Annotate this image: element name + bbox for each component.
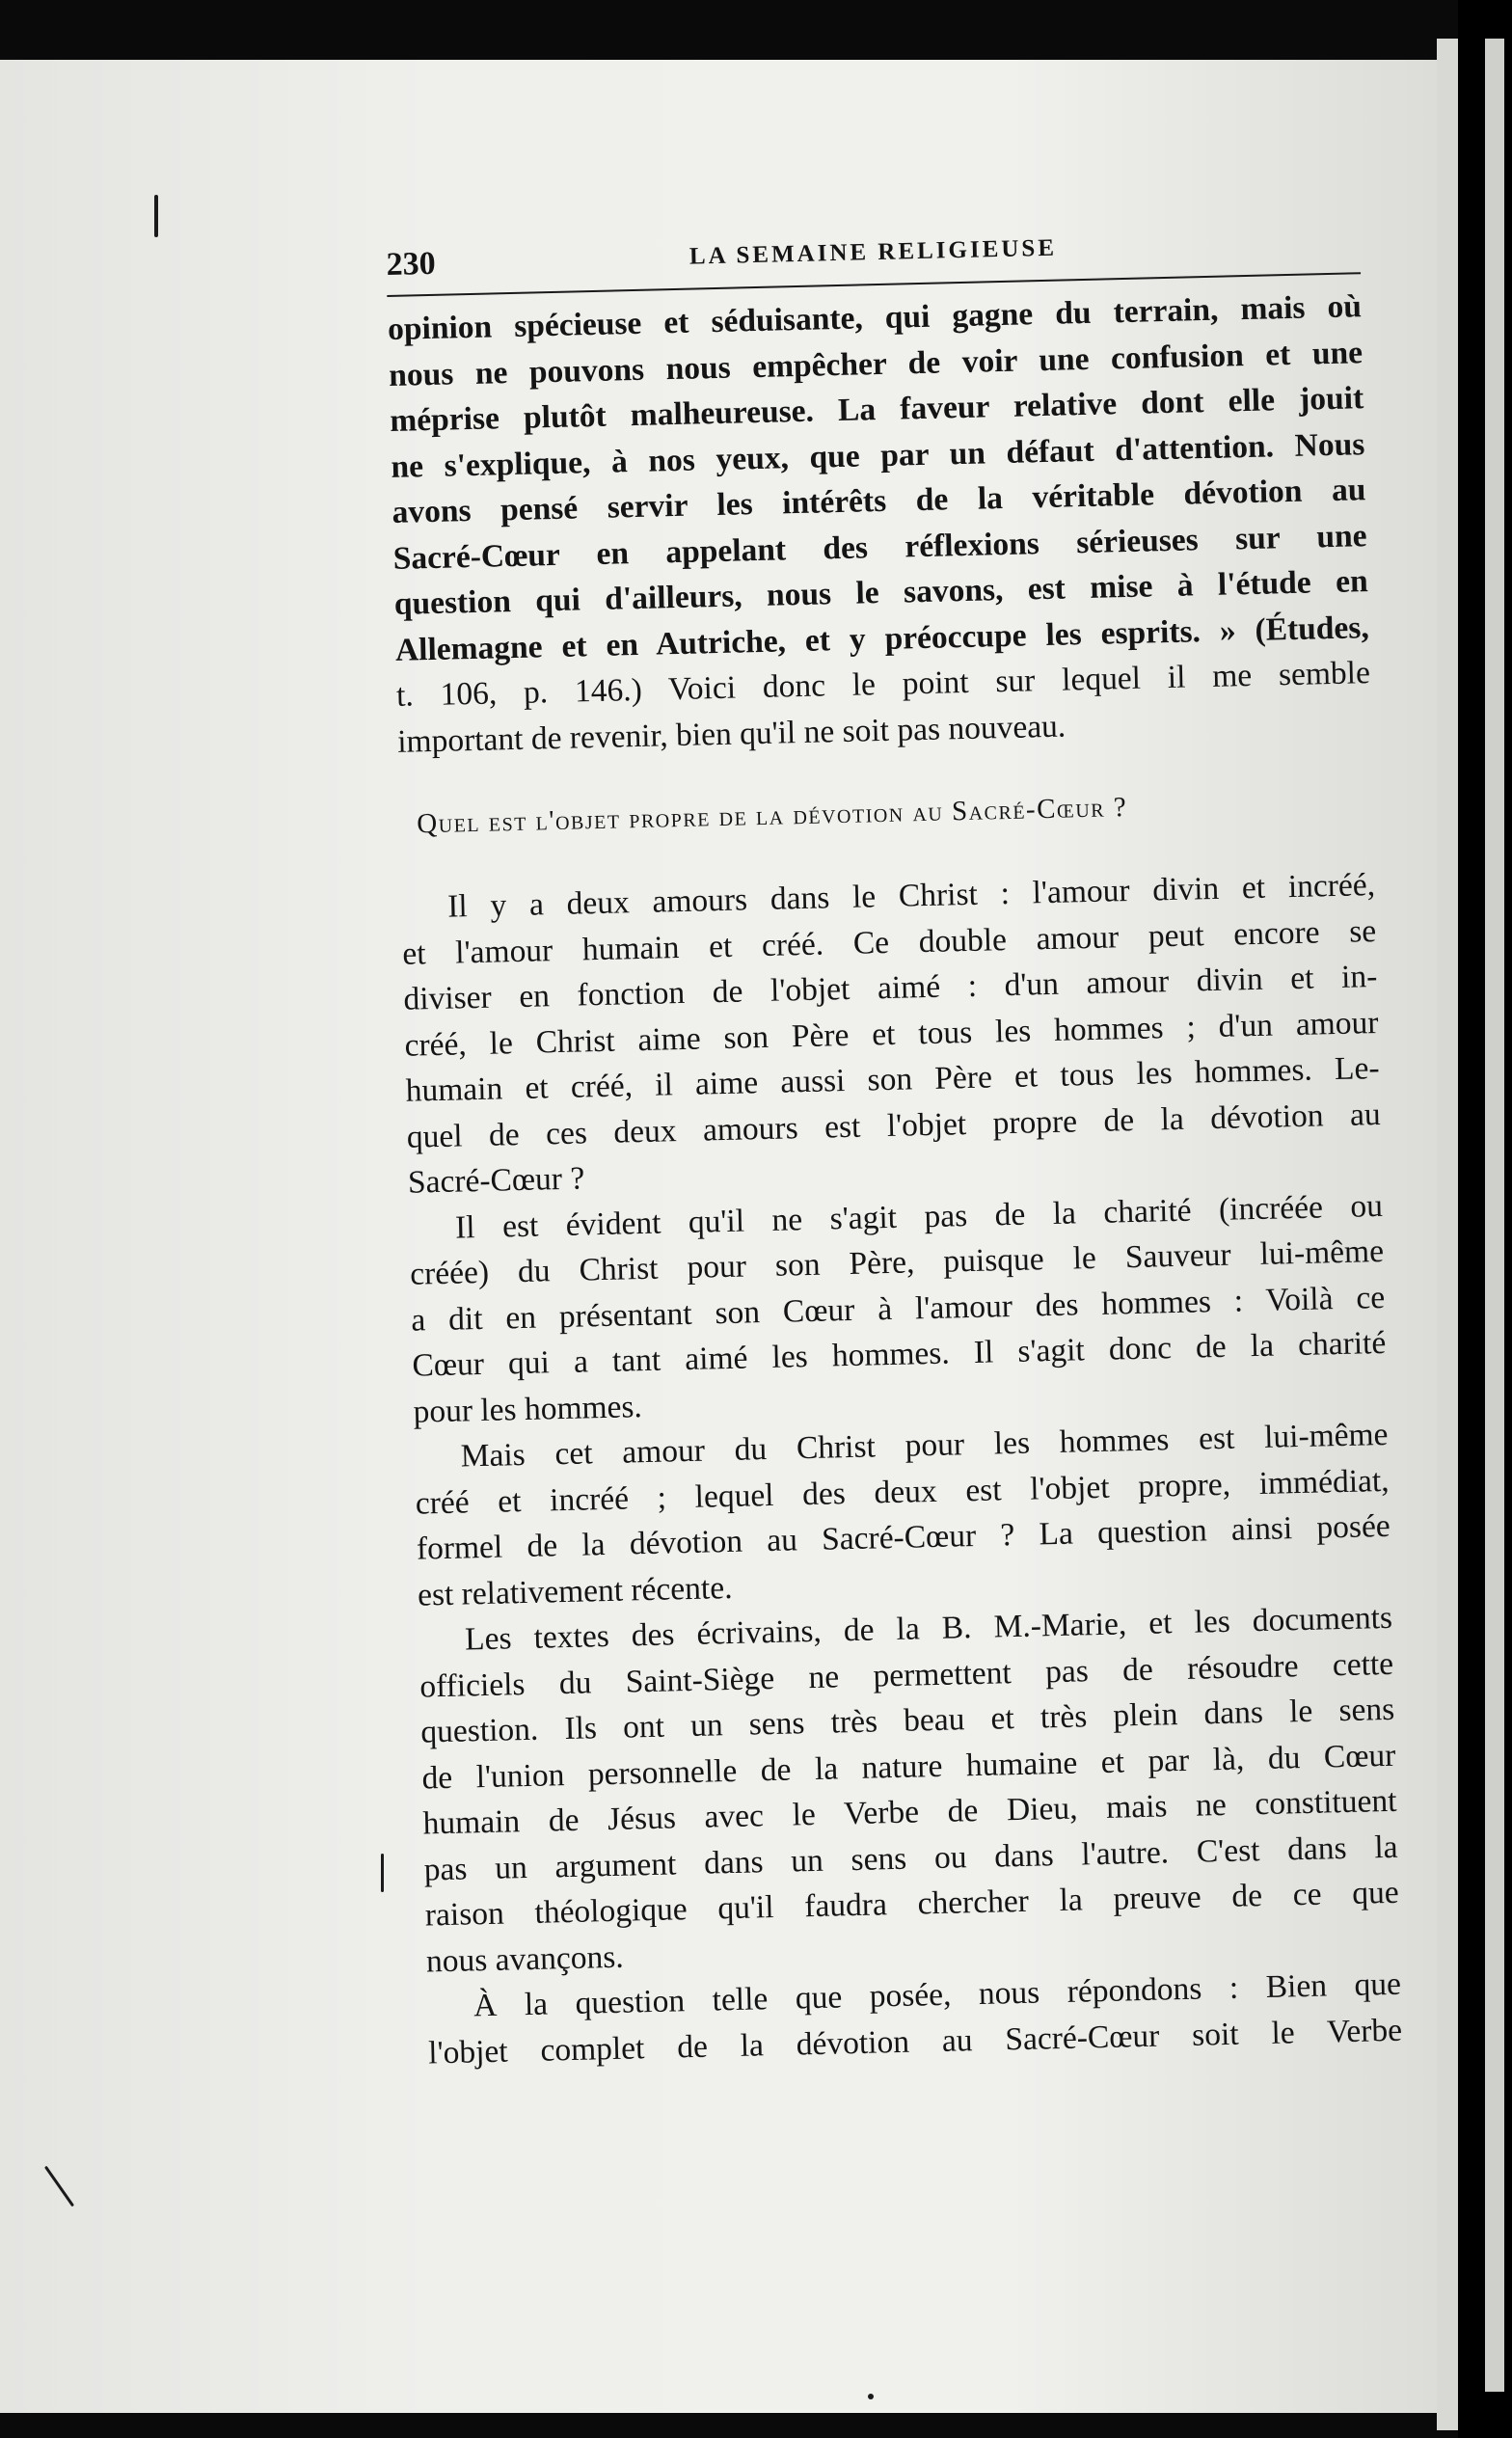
- text-line: Il y a deux amours dans le Christ : l'amour divin et incréé,: [446, 867, 1376, 925]
- next-page-edge: [1485, 39, 1504, 2392]
- text-line: Il est évident qu'il ne s'agit pas de la charité (incréée ou: [454, 1187, 1384, 1246]
- text-line: t. 106, p. 146.) Voici donc le point sur lequel il me semble: [395, 655, 1371, 714]
- text-line: humain et créé, il aime aussi son Père et tous les hommes. Le-: [405, 1049, 1380, 1109]
- paragraph-5: [418, 1595, 1401, 1985]
- text-line: Sacré-Cœur ?: [407, 1160, 585, 1201]
- text-line: Sacré-Cœur en appelant des réflexions sérieuses sur une: [392, 517, 1367, 577]
- text-line: quel de ces deux amours est l'objet propre de la dévotion au: [406, 1096, 1382, 1155]
- paragraph-2: [401, 862, 1383, 1205]
- text-line: avons pensé servir les intérêts de la véritable dévotion au: [392, 472, 1366, 530]
- text-line: créé, le Christ aime son Père et tous les hommes ; d'un amour: [404, 1004, 1379, 1064]
- scratch-mark: [154, 195, 158, 237]
- text-line: formel de la dévotion au Sacré-Cœur ? La question ainsi posée: [416, 1507, 1391, 1567]
- text-line: question. Ils ont un sens très beau et très plein dans le sens: [419, 1691, 1395, 1750]
- text-line: raison théologique qu'il faudra chercher la preuve de ce que: [424, 1874, 1400, 1934]
- text-line: question qui d'ailleurs, nous le savons, est mise à l'étude en: [393, 563, 1369, 622]
- text-line: diviser en fonction de l'objet aimé : d'un amour divin et in-: [403, 958, 1378, 1017]
- text-line: créée) du Christ pour son Père, puisque le Sauveur lui-même: [409, 1233, 1385, 1292]
- text-line: de l'union personnelle de la nature humaine et par là, du Cœur: [421, 1737, 1396, 1797]
- dust-speck: [868, 2394, 874, 2399]
- text-line: et l'amour humain et créé. Ce double amour peut encore se: [401, 912, 1377, 972]
- text-line: humain de Jésus avec le Verbe de Dieu, mais ne constituent: [422, 1782, 1397, 1842]
- paragraph-4: [414, 1412, 1391, 1618]
- text-line: nous ne pouvons nous empêcher de voir une confusion et une: [388, 334, 1364, 393]
- paragraph-1: [388, 284, 1372, 765]
- page-number: 230: [386, 245, 436, 283]
- text-line: ne s'explique, à nos yeux, que par un défaut d'attention. Nous: [391, 425, 1365, 485]
- text-line: Mais cet amour du Christ pour les hommes est lui-même: [460, 1416, 1389, 1475]
- text-line: l'objet complet de la dévotion au Sacré-Cœur soit le Verbe: [427, 2012, 1403, 2071]
- paragraph-3: [409, 1182, 1388, 1434]
- text-line: pas un argument dans un sens ou dans l'autre. C'est dans la: [423, 1828, 1398, 1888]
- text-line: Allemagne et en Autriche, et y préoccupe les esprits. » (Études,: [394, 609, 1370, 668]
- text-line: a dit en présentant son Cœur à l'amour des hommes : Voilà ce: [410, 1279, 1386, 1339]
- text-line: important de revenir, bien qu'il ne soit pas nouveau.: [396, 708, 1066, 760]
- text-line: est relativement récente.: [417, 1569, 733, 1613]
- text-line: Les textes des écrivains, de la B. M.-Marie, et les documents: [464, 1599, 1393, 1658]
- text-line: nous avançons.: [425, 1938, 625, 1979]
- text-line: méprise plutôt malheureuse. La faveur relative dont elle jouit: [389, 380, 1364, 439]
- text-line: opinion spécieuse et séduisante, qui gagne du terrain, mais où: [387, 288, 1363, 347]
- section-heading: Quel est l'objet propre de la dévotion au Sacré-Cœur ?: [416, 792, 1128, 840]
- page-gutter: [1437, 39, 1458, 2430]
- scratch-mark: [44, 2166, 74, 2208]
- scratch-mark: [381, 1854, 384, 1892]
- journal-title: LA SEMAINE RELIGIEUSE: [688, 234, 1058, 270]
- text-line: pour les hommes.: [413, 1388, 643, 1430]
- text-line: Cœur qui a tant aimé les hommes. Il s'agit donc de la charité: [412, 1324, 1387, 1384]
- text-line: À la question telle que posée, nous répondons : Bien que: [472, 1965, 1402, 2024]
- page-text: [386, 218, 1403, 2075]
- text-line: officiels du Saint-Siège ne permettent pas de résoudre cette: [418, 1645, 1394, 1705]
- text-line: créé et incréé ; lequel des deux est l'objet propre, immédiat,: [415, 1462, 1390, 1522]
